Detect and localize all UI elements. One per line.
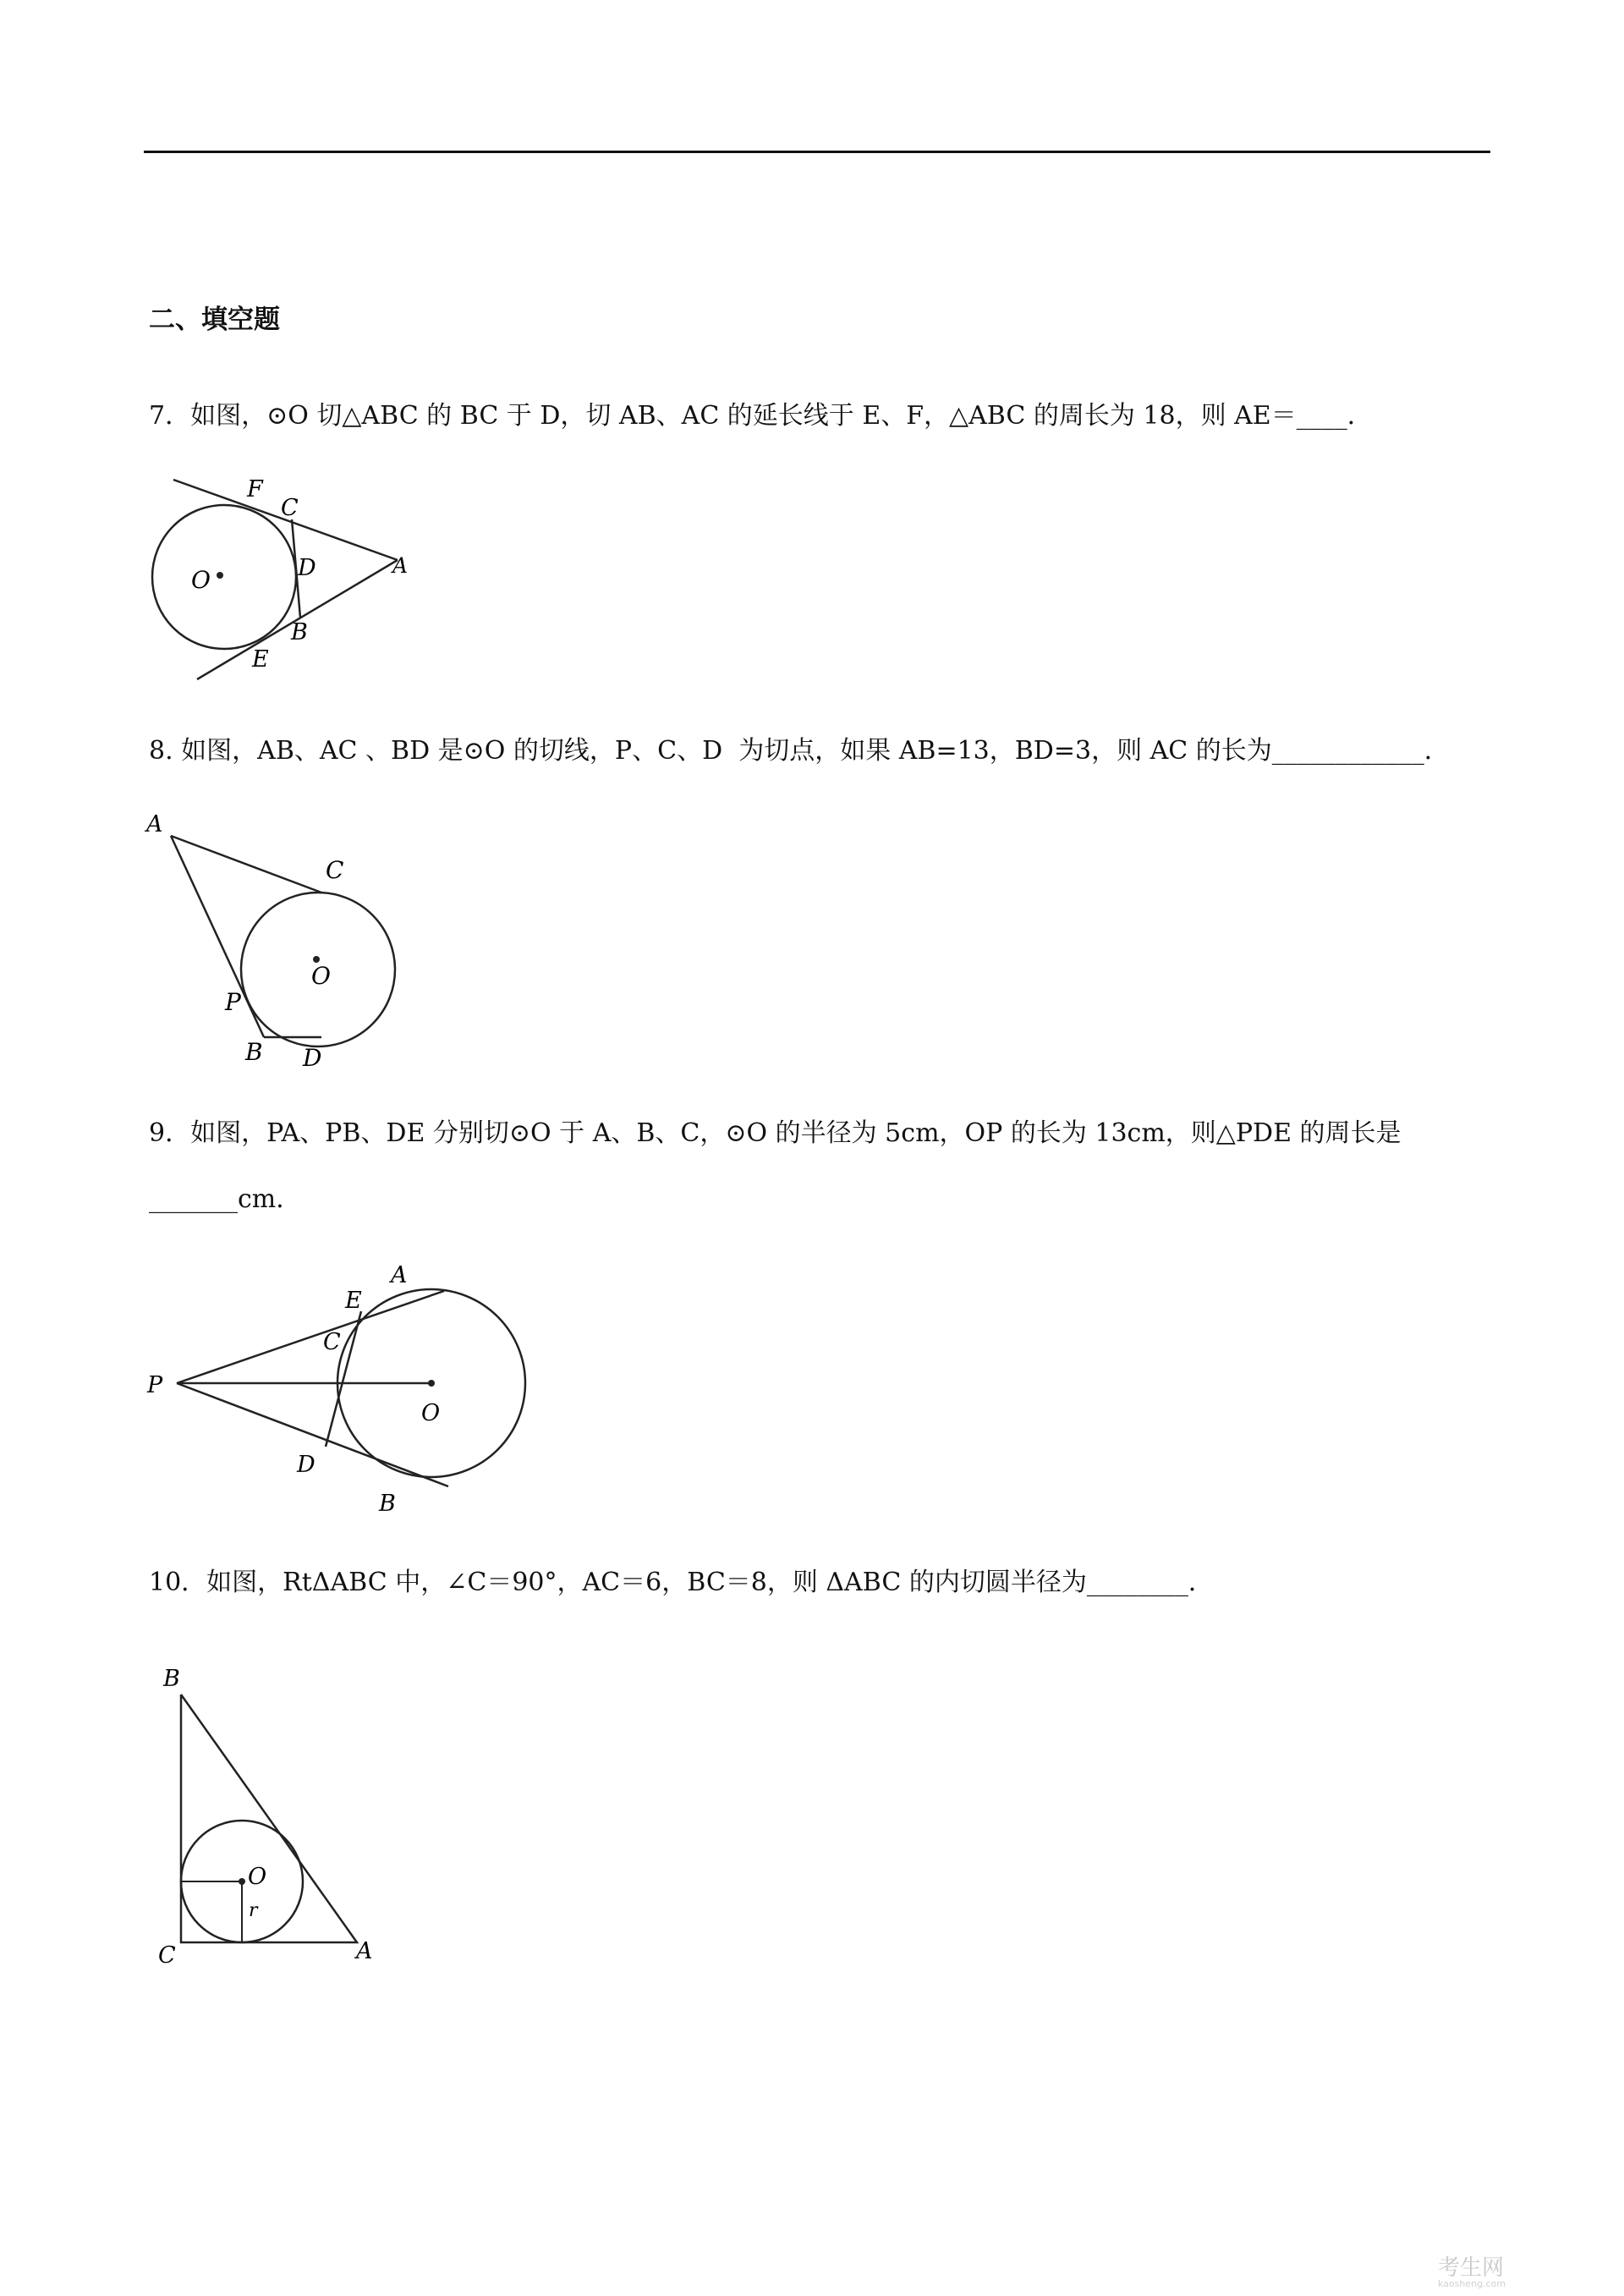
label-A: A bbox=[356, 1938, 373, 1964]
watermark-sub: kaosheng.com bbox=[1438, 2278, 1506, 2289]
label-B: B bbox=[163, 1666, 180, 1692]
question-10-figure bbox=[148, 1662, 402, 1975]
label-B: B bbox=[379, 1491, 396, 1517]
label-r: r bbox=[249, 1900, 258, 1921]
question-9-figure bbox=[140, 1252, 546, 1523]
label-D: D bbox=[303, 1044, 322, 1072]
label-F: F bbox=[247, 476, 263, 503]
label-C: C bbox=[281, 495, 299, 521]
question-9-text-line2: _______cm． bbox=[149, 1184, 302, 1214]
watermark-text: 考生网 bbox=[1438, 2255, 1505, 2281]
question-8-figure bbox=[140, 804, 410, 1074]
question-7-text: 7．如图，⊙O 切△ABC 的 BC 于 D，切 AB、AC 的延长线于 E、F，△ABC 的周长为 18，则 AE＝____． bbox=[149, 401, 1373, 431]
question-10-text: 10．如图，RtΔABC 中，∠C＝90°，AC＝6，BC＝8，则 ΔABC 的内切圆半径为________． bbox=[149, 1568, 1214, 1597]
watermark bbox=[1438, 2250, 1506, 2289]
label-D: D bbox=[297, 1452, 315, 1478]
label-O: O bbox=[311, 962, 331, 990]
label-E: E bbox=[345, 1288, 362, 1314]
label-C: C bbox=[323, 1329, 341, 1355]
label-C: C bbox=[326, 856, 344, 884]
label-C: C bbox=[158, 1942, 176, 1969]
label-P: P bbox=[147, 1372, 163, 1398]
label-A: A bbox=[146, 811, 163, 838]
question-8-text: 8. 如图，AB、AC 、BD 是⊙O 的切线，P、C、D 为切点，如果 AB=13，BD=3，则 AC 的长为____________． bbox=[149, 736, 1450, 766]
label-A: A bbox=[391, 1262, 408, 1288]
label-B: B bbox=[291, 619, 308, 645]
label-A: A bbox=[392, 553, 409, 578]
label-P: P bbox=[225, 988, 241, 1016]
section-title: 二、填空题 bbox=[149, 305, 280, 335]
header-rule bbox=[144, 151, 1490, 153]
label-O: O bbox=[421, 1400, 441, 1426]
label-B: B bbox=[245, 1038, 263, 1066]
label-D: D bbox=[298, 555, 316, 581]
question-9-text-line1: 9．如图，PA、PB、DE 分别切⊙O 于 A、B、C，⊙O 的半径为 5cm，OP 的长为 13cm，则△PDE 的周长是 bbox=[149, 1118, 1402, 1148]
label-E: E bbox=[252, 646, 269, 673]
question-7-figure bbox=[135, 470, 423, 689]
label-O: O bbox=[248, 1864, 267, 1890]
label-O: O bbox=[191, 566, 211, 594]
